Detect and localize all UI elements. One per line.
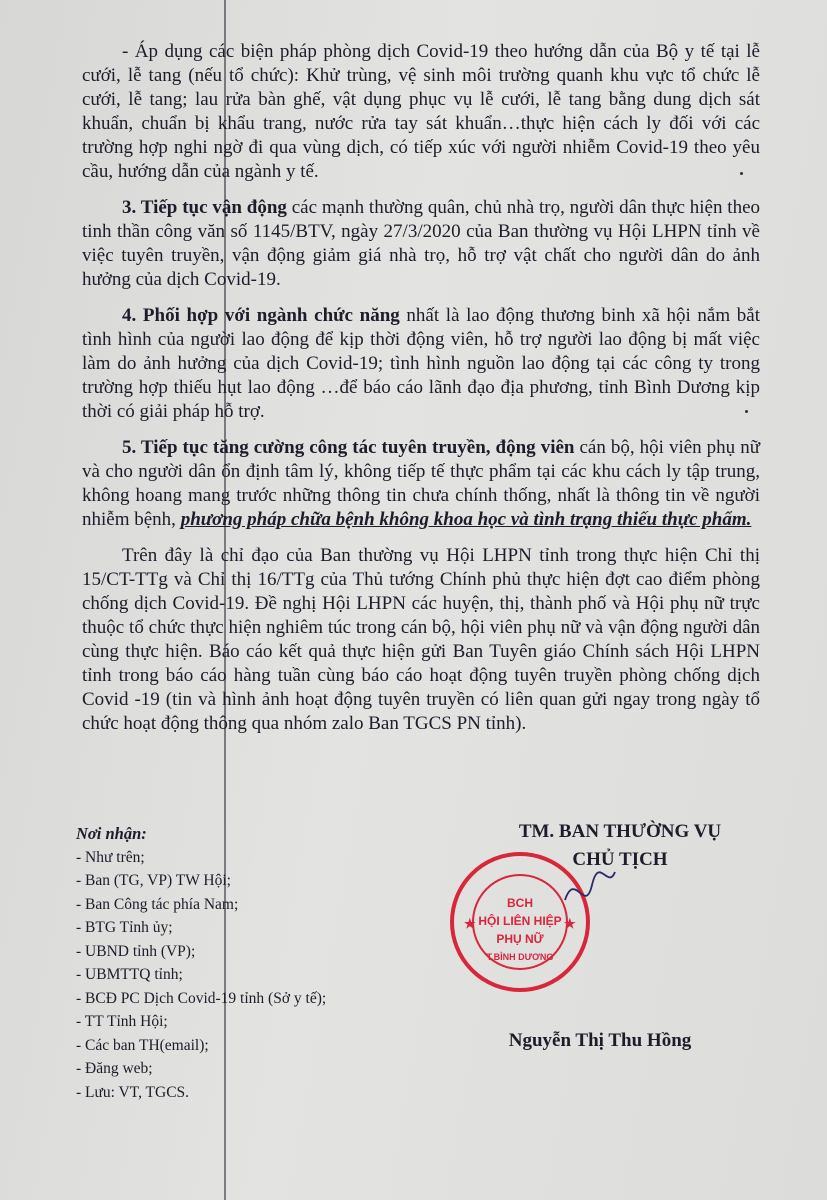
paragraph-3 (82, 196, 760, 292)
paragraph-wedding-funeral: - Áp dụng các biện pháp phòng dịch Covid-19 theo hướng dẫn của Bộ y tế tại lễ cưới, lễ tang (nếu tổ chức): Khử trùng, vệ sinh môi trường quanh khu vực tổ chức lễ cưới, lễ tang; lau rửa bàn ghế, vật dụng phục vụ lễ cưới, lễ tang bằng dung dịch sát khuẩn, chuẩn bị khẩu trang, nước rửa tay sát khuẩn…thực hiện cách ly đối với các trường hợp nghi ngờ đi qua vùng dịch, có tiếp xúc với người nhiễm Covid-19 theo yêu cầu, hướng dẫn của ngành y tế. (82, 41, 760, 182)
recipient-item: - BCĐ PC Dịch Covid-19 tỉnh (Sở y tế); (76, 989, 327, 1007)
recipient-item: - Lưu: VT, TGCS. (76, 1083, 190, 1101)
seal-text-middle: HỘI LIÊN HIỆP (478, 914, 562, 928)
paragraph-3-text: các mạnh thường quân, chủ nhà trọ, người dân thực hiện theo tinh thần công văn số 1145/BTV, ngày 27/3/2020 của Ban thường vụ Hội LHPN tỉnh về việc tuyên truyền, vận động giảm giá nhà trọ, hỗ trợ vật chất cho người dân do ảnh hưởng của dịch Covid-19. (82, 197, 761, 290)
signature-position: CHỦ TỊCH (572, 849, 668, 870)
signature-organization: TM. BAN THƯỜNG VỤ (518, 821, 722, 842)
recipient-item: - Các ban TH(email); (76, 1036, 209, 1054)
paragraph-5 (82, 436, 760, 532)
svg-text:★: ★ (564, 916, 576, 931)
paragraph-5-heading: 5. Tiếp tục tăng cường công tác tuyên truyền, động viên (122, 437, 575, 458)
paragraph-3-heading: 3. Tiếp tục vận động (122, 197, 287, 218)
paragraph-4-heading: 4. Phối hợp với ngành chức năng (122, 305, 400, 326)
recipient-item: - Đăng web; (76, 1060, 153, 1077)
seal-text-bottom: PHỤ NỮ (496, 932, 544, 946)
recipient-item: - UBMTTQ tỉnh; (76, 966, 183, 983)
recipient-item: - Ban Công tác phía Nam; (76, 895, 239, 913)
signer-name: Nguyễn Thị Thu Hồng (508, 1030, 692, 1051)
paragraph-5-text: cán bộ, hội viên phụ nữ và cho người dân ổn định tâm lý, không tiếp tế thực phẩm tại các khu cách ly tập trung, không hoang mang trước những thông tin chưa chính thống, nhất là thông tin về người nhiễm bệnh, (82, 437, 760, 530)
handwritten-signature-icon (560, 860, 620, 920)
paragraph-4 (82, 304, 760, 424)
recipients-block (76, 822, 416, 1104)
seal-text-top: BCH (507, 896, 533, 910)
svg-text:★: ★ (464, 916, 476, 931)
recipient-item: - TT Tỉnh Hội; (76, 1013, 168, 1030)
recipients-title: Nơi nhận: (76, 824, 147, 843)
recipient-item: - BTG Tỉnh ủy; (76, 919, 173, 936)
recipient-item: - UBND tỉnh (VP); (76, 942, 196, 960)
recipient-item: - Như trên; (76, 848, 145, 866)
seal-text-place: T.BÌNH DƯƠNG (486, 952, 554, 962)
paragraph-5-underlined: phương pháp chữa bệnh không khoa học và tình trạng thiếu thực phẩm. (180, 509, 752, 530)
document-body (82, 40, 760, 736)
recipient-item: - Ban (TG, VP) TW Hội; (76, 872, 231, 889)
paragraph-conclusion: Trên đây là chỉ đạo của Ban thường vụ Hội LHPN tỉnh trong thực hiện Chỉ thị 15/CT-TTg và Chỉ thị 16/TTg của Thủ tướng Chính phủ thực hiện đợt cao điểm phòng chống dịch Covid-19. Đề nghị Hội LHPN các huyện, thị, thành phố và Hội phụ nữ trực thuộc tổ chức thực hiện nghiêm túc trong cán bộ, hội viên phụ nữ và vận động người dân cùng thực hiện. Báo cáo kết quả thực hiện gửi Ban Tuyên giáo Chính sách Hội LHPN tỉnh trong báo cáo hàng tuần cùng báo cáo hoạt động tuyên truyền phòng chống dịch Covid -19 (tin và hình ảnh hoạt động tuyên truyền có liên quan gửi ngay trong ngày tổ chức hoạt động thông qua nhóm zalo Ban TGCS PN tỉnh). (82, 545, 760, 734)
paragraph-4-text: nhất là lao động thương binh xã hội nắm bắt tình hình của người lao động để kịp thời động viên, hỗ trợ người lao động bị mất việc làm do ảnh hưởng của dịch Covid-19; tình hình nguồn lao động tại các công ty trong trường hợp thiếu hụt lao động …để báo cáo lãnh đạo địa phương, tỉnh Bình Dương kịp thời có giải pháp hỗ trợ. (82, 305, 760, 422)
